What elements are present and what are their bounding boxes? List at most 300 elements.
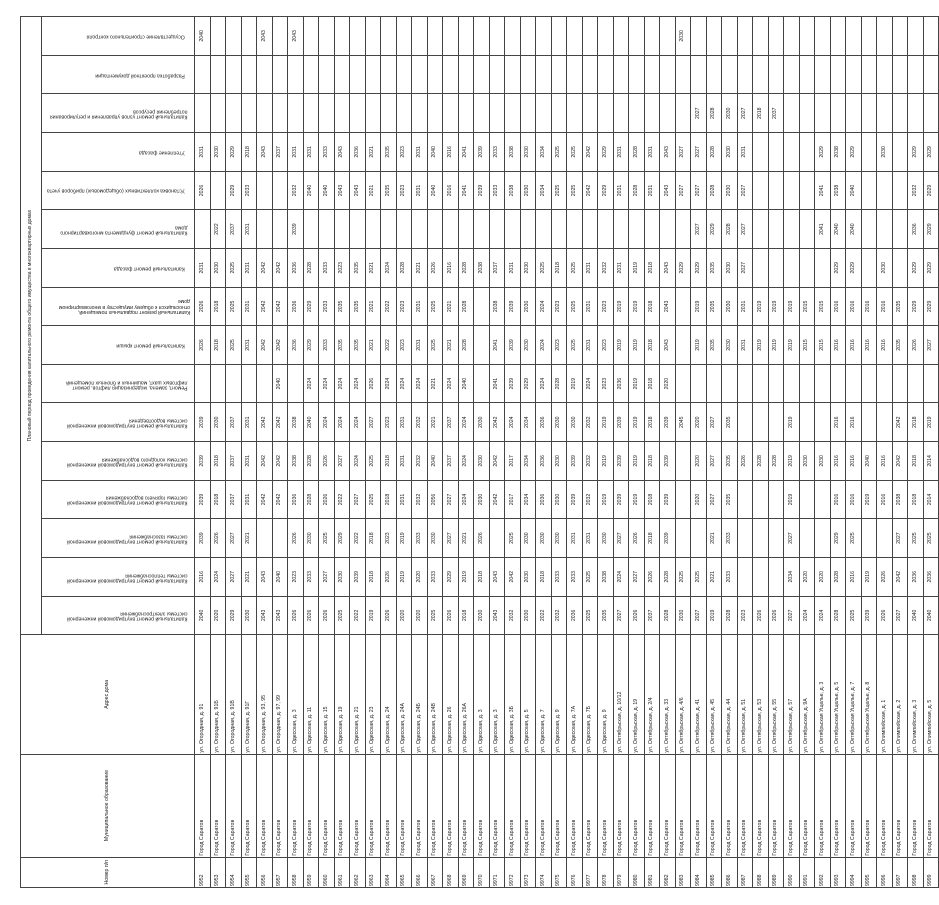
row-address: ул. Октябрьская, д. 2/4 [644, 635, 660, 754]
row-year-cell: 2019 [691, 287, 707, 326]
row-year-cell: 2039 [613, 442, 629, 481]
row-year-cell [210, 55, 226, 94]
row-year-cell: 2038 [892, 480, 908, 519]
row-year-cell [257, 364, 273, 403]
table-row [675, 17, 691, 888]
row-year-cell: 2035 [334, 326, 350, 365]
row-year-cell: 2031 [412, 287, 428, 326]
row-year-cell: 2041 [458, 171, 474, 210]
row-year-cell: 2019 [861, 557, 877, 596]
row-year-cell: 2016 [830, 442, 846, 481]
row-year-cell: 2016 [877, 442, 893, 481]
row-year-cell: 2036 [350, 133, 366, 172]
row-year-cell: 2023 [551, 287, 567, 326]
row-number: 9976 [567, 857, 583, 887]
row-year-cell: 2035 [892, 326, 908, 365]
row-year-cell: 2024 [412, 364, 428, 403]
table-row [334, 17, 350, 888]
row-year-cell [582, 55, 598, 94]
row-year-cell: 2033 [551, 557, 567, 596]
row-address: ул. Одесская, д. 21 [350, 635, 366, 754]
row-year-cell: 2031 [288, 133, 304, 172]
row-address: ул. Октябрьская, д. 45 [706, 635, 722, 754]
row-year-cell: 2018 [908, 480, 924, 519]
row-year-cell [334, 17, 350, 56]
row-number: 9988 [753, 857, 769, 887]
row-year-cell: 2021 [365, 133, 381, 172]
row-municipality: Город Саратов [923, 754, 939, 857]
row-year-cell [877, 210, 893, 249]
row-year-cell: 2028 [722, 210, 738, 249]
row-address: ул. Октябрьская, д. 53 [753, 635, 769, 754]
table-row [644, 17, 660, 888]
row-year-cell [427, 17, 443, 56]
row-year-cell [768, 55, 784, 94]
row-municipality: Город Саратов [381, 754, 397, 857]
row-year-cell [505, 55, 521, 94]
row-number: 9983 [675, 857, 691, 887]
table-row [381, 17, 397, 888]
header-municipality: Муниципальное образование [21, 754, 195, 857]
row-address: ул. Одесская, д. 26 [443, 635, 459, 754]
table-row [350, 17, 366, 888]
row-year-cell [768, 557, 784, 596]
row-year-cell: 2019 [784, 480, 800, 519]
row-year-cell [815, 403, 831, 442]
table-row [598, 17, 614, 888]
row-year-cell: 2019 [691, 326, 707, 365]
row-year-cell [784, 248, 800, 287]
row-municipality: Город Саратов [691, 754, 707, 857]
row-year-cell: 2029 [303, 287, 319, 326]
row-year-cell: 2043 [660, 171, 676, 210]
row-year-cell: 2030 [520, 326, 536, 365]
header-work-type-label: Капитальный ремонт внутридомовой инженерной системы электроснабжения [67, 610, 188, 622]
row-year-cell: 2043 [489, 596, 505, 635]
row-year-cell: 2024 [381, 364, 397, 403]
row-year-cell: 2027 [613, 596, 629, 635]
row-year-cell [489, 519, 505, 558]
row-year-cell: 2033 [412, 519, 428, 558]
row-address: ул. Октябрьская, д. 4/6 [675, 635, 691, 754]
row-year-cell: 2042 [257, 403, 273, 442]
row-year-cell: 2035 [334, 287, 350, 326]
row-year-cell: 2030 [474, 480, 490, 519]
row-year-cell: 2016 [861, 287, 877, 326]
row-address: ул. Одесская, д. 24Б [412, 635, 428, 754]
row-year-cell: 2043 [660, 248, 676, 287]
table-row [830, 17, 846, 888]
row-address: ул. Одесская, д. 7Б [582, 635, 598, 754]
row-year-cell [536, 94, 552, 133]
row-year-cell: 2026 [877, 557, 893, 596]
row-address: ул. Огородная, д. 91В [226, 635, 242, 754]
row-year-cell: 2019 [753, 287, 769, 326]
row-year-cell: 2032 [412, 480, 428, 519]
row-year-cell [396, 210, 412, 249]
row-year-cell: 2042 [892, 442, 908, 481]
row-year-cell: 2031 [241, 442, 257, 481]
row-year-cell: 2037 [644, 596, 660, 635]
row-number: 9989 [768, 857, 784, 887]
row-year-cell: 2018 [210, 326, 226, 365]
row-year-cell [613, 210, 629, 249]
row-year-cell: 2027 [923, 326, 939, 365]
row-year-cell: 2029 [334, 519, 350, 558]
row-address: ул. Октябрьская, д. 44 [722, 635, 738, 754]
row-year-cell: 2018 [551, 248, 567, 287]
row-year-cell [877, 171, 893, 210]
row-year-cell: 2040 [458, 364, 474, 403]
row-year-cell [412, 17, 428, 56]
row-year-cell: 2027 [334, 442, 350, 481]
row-year-cell [257, 55, 273, 94]
row-year-cell: 2034 [520, 480, 536, 519]
row-address: ул. Одесская, д. 9 [598, 635, 614, 754]
row-year-cell: 2020 [412, 596, 428, 635]
row-year-cell: 2030 [520, 171, 536, 210]
row-year-cell [675, 94, 691, 133]
row-year-cell [799, 519, 815, 558]
row-municipality: Город Саратов [644, 754, 660, 857]
row-year-cell [753, 210, 769, 249]
row-year-cell: 2025 [582, 596, 598, 635]
row-year-cell: 2033 [319, 133, 335, 172]
row-year-cell: 2016 [861, 326, 877, 365]
row-year-cell: 2035 [350, 248, 366, 287]
row-year-cell [567, 55, 583, 94]
row-year-cell: 2037 [768, 94, 784, 133]
row-municipality: Город Саратов [877, 754, 893, 857]
row-year-cell: 2037 [272, 133, 288, 172]
row-year-cell [877, 364, 893, 403]
row-year-cell [768, 171, 784, 210]
row-year-cell [784, 364, 800, 403]
row-year-cell [241, 364, 257, 403]
row-year-cell [737, 480, 753, 519]
row-year-cell: 2028 [303, 442, 319, 481]
row-year-cell [753, 364, 769, 403]
row-year-cell: 2028 [629, 171, 645, 210]
row-year-cell: 2040 [272, 557, 288, 596]
row-year-cell [706, 17, 722, 56]
row-year-cell [629, 210, 645, 249]
row-year-cell [582, 210, 598, 249]
row-year-cell: 2026 [303, 596, 319, 635]
row-year-cell [474, 94, 490, 133]
row-year-cell: 2031 [412, 171, 428, 210]
row-year-cell: 2026 [195, 287, 211, 326]
row-year-cell: 2029 [830, 248, 846, 287]
row-year-cell: 2039 [195, 403, 211, 442]
row-year-cell: 2019 [629, 480, 645, 519]
row-year-cell: 2020 [799, 557, 815, 596]
row-year-cell [582, 17, 598, 56]
row-address: ул. Одесская, д. 24А [396, 635, 412, 754]
row-year-cell: 2037 [443, 442, 459, 481]
row-year-cell: 2023 [551, 326, 567, 365]
row-year-cell: 2014 [923, 480, 939, 519]
row-year-cell: 2025 [567, 133, 583, 172]
row-year-cell: 2035 [706, 326, 722, 365]
row-year-cell [288, 364, 304, 403]
row-address: ул. Октябрьская Ущелье, д. 8 [861, 635, 877, 754]
row-year-cell [272, 94, 288, 133]
table-row [908, 17, 924, 888]
row-number: 9970 [474, 857, 490, 887]
row-year-cell [272, 55, 288, 94]
row-year-cell: 2025 [365, 442, 381, 481]
table-row [303, 17, 319, 888]
row-municipality: Город Саратов [365, 754, 381, 857]
row-year-cell: 2028 [830, 596, 846, 635]
row-year-cell [799, 55, 815, 94]
row-number: 9954 [226, 857, 242, 887]
header-work-type-label: Установка коллективных (общедомовых) приборов учета [46, 188, 185, 195]
row-year-cell [660, 210, 676, 249]
row-year-cell: 2040 [861, 442, 877, 481]
row-year-cell [784, 133, 800, 172]
table-row [892, 17, 908, 888]
row-year-cell: 2020 [396, 596, 412, 635]
row-year-cell: 2029 [226, 171, 242, 210]
row-year-cell: 2039 [613, 480, 629, 519]
row-year-cell [613, 94, 629, 133]
row-year-cell: 2042 [272, 248, 288, 287]
row-year-cell [799, 403, 815, 442]
row-year-cell [427, 94, 443, 133]
row-year-cell: 2026 [288, 596, 304, 635]
table-row [768, 17, 784, 888]
row-year-cell: 2030 [722, 171, 738, 210]
row-year-cell [691, 519, 707, 558]
header-work-type [42, 519, 195, 558]
row-year-cell [877, 17, 893, 56]
row-year-cell [815, 364, 831, 403]
table-row [753, 17, 769, 888]
row-year-cell: 2032 [582, 403, 598, 442]
row-year-cell: 2021 [241, 557, 257, 596]
row-year-cell: 2035 [381, 171, 397, 210]
row-year-cell [567, 94, 583, 133]
row-year-cell: 2037 [443, 403, 459, 442]
row-year-cell [195, 364, 211, 403]
row-year-cell: 2030 [241, 596, 257, 635]
row-year-cell: 2024 [334, 403, 350, 442]
row-year-cell [334, 94, 350, 133]
row-year-cell [226, 17, 242, 56]
row-year-cell [846, 55, 862, 94]
row-year-cell [303, 17, 319, 56]
row-year-cell: 2023 [381, 403, 397, 442]
row-year-cell [815, 17, 831, 56]
row-year-cell: 2018 [644, 403, 660, 442]
row-year-cell: 2040 [427, 442, 443, 481]
row-address: ул. Олимпийская, д. 2 [892, 635, 908, 754]
row-year-cell: 2039 [195, 519, 211, 558]
row-year-cell: 2040 [195, 596, 211, 635]
row-year-cell: 2019 [629, 248, 645, 287]
row-year-cell [768, 403, 784, 442]
row-year-cell [830, 94, 846, 133]
row-year-cell [474, 55, 490, 94]
row-year-cell: 2025 [567, 171, 583, 210]
row-year-cell: 2016 [830, 287, 846, 326]
row-year-cell: 2041 [489, 364, 505, 403]
row-year-cell [753, 403, 769, 442]
row-year-cell [908, 17, 924, 56]
row-year-cell: 2036 [923, 557, 939, 596]
table-row [567, 17, 583, 888]
row-year-cell: 2035 [381, 133, 397, 172]
row-address: ул. Одесская, д. 3 [474, 635, 490, 754]
row-municipality: Город Саратов [706, 754, 722, 857]
row-address: ул. Одесская, д. 23 [365, 635, 381, 754]
row-year-cell: 2024 [458, 480, 474, 519]
row-year-cell: 2028 [629, 133, 645, 172]
row-year-cell: 2022 [334, 480, 350, 519]
row-year-cell: 2039 [660, 480, 676, 519]
row-year-cell: 2023 [598, 287, 614, 326]
row-year-cell: 2020 [691, 442, 707, 481]
row-address: ул. Олимпийская, д. 1 [877, 635, 893, 754]
row-year-cell: 2042 [582, 171, 598, 210]
row-address: ул. Октябрьская Ущелье, д. 3 [815, 635, 831, 754]
row-year-cell: 2028 [706, 133, 722, 172]
row-year-cell [598, 210, 614, 249]
row-address: ул. Одесская, д. 3 [288, 635, 304, 754]
row-year-cell: 2020 [691, 403, 707, 442]
row-municipality: Город Саратов [598, 754, 614, 857]
row-year-cell: 2041 [458, 133, 474, 172]
row-year-cell: 2026 [381, 596, 397, 635]
row-municipality: Город Саратов [443, 754, 459, 857]
row-year-cell [489, 94, 505, 133]
row-year-cell: 2031 [737, 326, 753, 365]
row-year-cell [660, 55, 676, 94]
row-year-cell: 2021 [365, 248, 381, 287]
row-year-cell [815, 248, 831, 287]
row-year-cell [257, 94, 273, 133]
row-year-cell: 2021 [365, 326, 381, 365]
row-municipality: Город Саратов [675, 754, 691, 857]
row-year-cell: 2043 [489, 557, 505, 596]
row-year-cell: 2040 [427, 171, 443, 210]
row-year-cell: 2042 [272, 287, 288, 326]
row-municipality: Город Саратов [908, 754, 924, 857]
row-year-cell: 2024 [350, 442, 366, 481]
row-year-cell: 2027 [784, 596, 800, 635]
table-row [536, 17, 552, 888]
row-year-cell: 2026 [908, 326, 924, 365]
row-year-cell: 2027 [365, 403, 381, 442]
row-year-cell: 2043 [334, 171, 350, 210]
row-year-cell [691, 364, 707, 403]
row-year-cell [861, 210, 877, 249]
row-year-cell: 2043 [660, 287, 676, 326]
table-row [319, 17, 335, 888]
row-year-cell: 2018 [908, 442, 924, 481]
row-year-cell [551, 210, 567, 249]
row-year-cell: 2025 [675, 557, 691, 596]
row-year-cell: 2018 [210, 442, 226, 481]
row-year-cell: 2032 [505, 596, 521, 635]
row-year-cell: 2040 [846, 171, 862, 210]
row-year-cell: 2018 [474, 557, 490, 596]
row-year-cell: 2025 [365, 480, 381, 519]
row-year-cell: 2034 [520, 442, 536, 481]
row-year-cell: 2035 [706, 248, 722, 287]
row-year-cell [768, 480, 784, 519]
row-year-cell [505, 94, 521, 133]
row-year-cell: 2025 [846, 519, 862, 558]
row-year-cell: 2023 [396, 326, 412, 365]
row-year-cell [753, 17, 769, 56]
row-year-cell [303, 94, 319, 133]
row-year-cell: 2027 [319, 557, 335, 596]
row-municipality: Город Саратов [241, 754, 257, 857]
row-year-cell: 2027 [675, 133, 691, 172]
table-row [582, 17, 598, 888]
row-year-cell: 2026 [737, 442, 753, 481]
row-year-cell [799, 94, 815, 133]
row-municipality: Город Саратов [350, 754, 366, 857]
row-year-cell [675, 210, 691, 249]
row-year-cell: 2028 [706, 94, 722, 133]
row-year-cell [799, 171, 815, 210]
row-year-cell: 2028 [660, 596, 676, 635]
row-year-cell: 2019 [629, 403, 645, 442]
row-year-cell: 2024 [536, 326, 552, 365]
row-address: ул. Октябрьская, д. 51 [737, 635, 753, 754]
row-year-cell: 2043 [257, 557, 273, 596]
row-year-cell [892, 17, 908, 56]
row-year-cell [923, 364, 939, 403]
row-year-cell: 2030 [675, 17, 691, 56]
row-year-cell [272, 171, 288, 210]
row-year-cell [520, 94, 536, 133]
row-municipality: Город Саратов [505, 754, 521, 857]
row-municipality: Город Саратов [288, 754, 304, 857]
row-year-cell: 2040 [303, 403, 319, 442]
row-year-cell: 2031 [582, 248, 598, 287]
row-year-cell: 2016 [830, 480, 846, 519]
row-year-cell [923, 55, 939, 94]
row-year-cell: 2041 [815, 171, 831, 210]
row-year-cell: 2033 [319, 248, 335, 287]
row-year-cell [877, 403, 893, 442]
row-address: ул. Одесская, д. 26А [458, 635, 474, 754]
row-year-cell [536, 55, 552, 94]
header-work-type [42, 210, 195, 249]
row-year-cell: 2021 [365, 171, 381, 210]
row-year-cell: 2043 [334, 133, 350, 172]
row-year-cell [861, 55, 877, 94]
row-municipality: Город Саратов [567, 754, 583, 857]
row-year-cell: 2043 [660, 133, 676, 172]
row-number: 9956 [257, 857, 273, 887]
row-year-cell: 2025 [334, 596, 350, 635]
row-year-cell: 2036 [613, 364, 629, 403]
table-row [458, 17, 474, 888]
row-year-cell: 2022 [350, 519, 366, 558]
row-year-cell [691, 55, 707, 94]
row-year-cell [613, 17, 629, 56]
row-number: 9962 [350, 857, 366, 887]
row-municipality: Город Саратов [753, 754, 769, 857]
row-year-cell [892, 133, 908, 172]
row-year-cell [520, 210, 536, 249]
